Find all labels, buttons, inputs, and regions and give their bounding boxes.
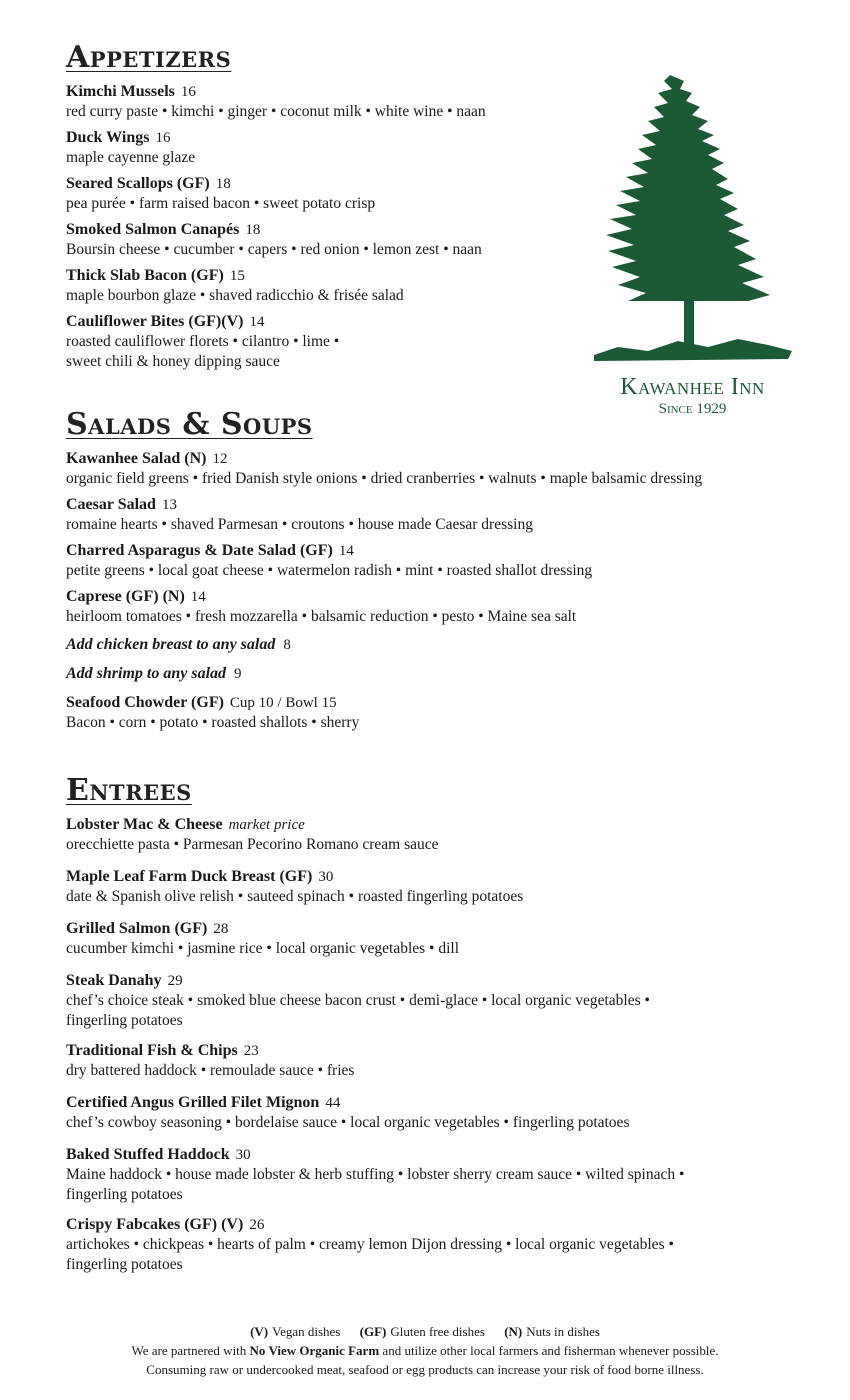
item-description: red curry paste • kimchi • ginger • coconut milk • white wine • naan [66,103,486,120]
menu-item [66,971,786,1031]
item-name: Traditional Fish & Chips [66,1042,238,1059]
addon-label: Add chicken breast to any salad [66,636,276,653]
item-name: Seared Scallops (GF) [66,175,210,192]
legend-code: (GF) [359,1324,387,1339]
menu-item [66,495,806,535]
item-name: Seafood Chowder (GF) [66,694,224,711]
item-name: Cauliflower Bites (GF)(V) [66,313,244,330]
partner-pre: We are partnered with [131,1343,247,1358]
item-description: dry battered haddock • remoulade sauce • fries [66,1062,355,1079]
dietary-legend [0,1322,850,1341]
pine-tree-icon [588,75,798,370]
item-price: 30 [235,1147,251,1163]
item-description: cucumber kimchi • jasmine rice • local organic vegetables • dill [66,940,460,957]
item-description: fingerling potatoes [66,1256,183,1273]
item-description: artichokes • chickpeas • hearts of palm • creamy lemon Dijon dressing • local organic vegetables • [66,1236,674,1253]
item-description: fingerling potatoes [66,1186,183,1203]
item-description: Maine haddock • house made lobster & herb stuffing • lobster sherry cream sauce • wilted spinach • [66,1166,685,1183]
salad-addon [66,635,806,655]
item-description: pea purée • farm raised bacon • sweet potato crisp [66,195,376,212]
legend-item [250,1324,340,1339]
item-name: Certified Angus Grilled Filet Mignon [66,1094,320,1111]
menu-item [66,919,786,959]
item-description: chef’s cowboy seasoning • bordelaise sauce • local organic vegetables • fingerling potatoes [66,1114,630,1131]
item-price: 16 [180,84,196,100]
menu-item [66,541,806,581]
item-name: Duck Wings [66,129,150,146]
item-name: Smoked Salmon Canapés [66,221,240,238]
item-description: Boursin cheese • cucumber • capers • red onion • lemon zest • naan [66,241,482,258]
item-price: Cup 10 / Bowl 15 [229,695,337,711]
legend-text: Gluten free dishes [390,1324,485,1339]
item-description: chef’s choice steak • smoked blue cheese bacon crust • demi-glace • local organic vegetables • [66,992,650,1009]
item-description: heirloom tomatoes • fresh mozzarella • balsamic reduction • pesto • Maine sea salt [66,608,577,625]
item-name: Kawanhee Salad (N) [66,450,207,467]
item-price: 14 [338,543,354,559]
item-name: Grilled Salmon (GF) [66,920,208,937]
item-price: 44 [325,1095,341,1111]
item-description: fingerling potatoes [66,1012,183,1029]
menu-item [66,449,806,489]
addon-price: 8 [283,637,291,653]
menu-item [66,1145,786,1205]
item-name: Caprese (GF) (N) [66,588,185,605]
legend-code: (N) [504,1324,523,1339]
item-price: 12 [212,451,228,467]
item-price: 29 [167,973,183,989]
legend-item [504,1324,600,1339]
salad-addon [66,664,806,684]
item-price: 14 [190,589,206,605]
legend-item [360,1324,485,1339]
menu-item [66,815,786,855]
menu-item [66,1041,786,1081]
menu-item [66,1093,786,1133]
item-description: date & Spanish olive relish • sauteed spinach • roasted fingerling potatoes [66,888,524,905]
item-description: organic field greens • fried Danish style onions • dried cranberries • walnuts • maple balsamic dressing [66,470,703,487]
addon-label: Add shrimp to any salad [66,665,227,682]
item-price: 18 [215,176,231,192]
partner-name: No View Organic Farm [249,1343,380,1358]
logo-name: Kawanhee Inn [620,374,765,400]
legend-code: (V) [250,1324,269,1339]
menu-item [66,867,786,907]
item-name: Crispy Fabcakes (GF) (V) [66,1216,244,1233]
item-name: Kimchi Mussels [66,83,175,100]
menu-item [66,174,556,214]
item-price: market price [228,817,305,833]
item-name: Lobster Mac & Cheese [66,816,223,833]
item-description: orecchiette pasta • Parmesan Pecorino Romano cream sauce [66,836,439,853]
kawanhee-inn-logo [580,75,805,425]
legend-text: Nuts in dishes [526,1324,600,1339]
item-description: maple cayenne glaze [66,149,196,166]
item-price: 26 [249,1217,265,1233]
addon-price: 9 [234,666,242,682]
menu-footer [0,1322,850,1379]
item-price: 13 [161,497,177,513]
item-price: 30 [318,869,334,885]
partner-note [0,1341,850,1360]
item-description: roasted cauliflower florets • cilantro • lime • [66,333,340,350]
menu-item [66,587,806,627]
partner-post: and utilize other local farmers and fisherman whenever possible. [382,1343,719,1358]
menu-item [66,1215,786,1275]
appetizers-title: Appetizers [66,40,232,75]
menu-item [66,693,806,733]
item-price: 14 [249,314,265,330]
item-name: Caesar Salad [66,496,156,513]
item-price: 18 [245,222,261,238]
item-description: romaine hearts • shaved Parmesan • croutons • house made Caesar dressing [66,516,533,533]
item-name: Charred Asparagus & Date Salad (GF) [66,542,333,559]
appetizers-section [66,38,556,378]
menu-item [66,128,556,168]
item-price: 15 [229,268,245,284]
item-description: maple bourbon glaze • shaved radicchio & frisée salad [66,287,404,304]
menu-item [66,82,556,122]
item-description: petite greens • local goat cheese • watermelon radish • mint • roasted shallot dressing [66,562,593,579]
salads-soups-section [66,405,806,739]
menu-item [66,266,556,306]
item-price: 16 [155,130,171,146]
food-safety-warning: Consuming raw or undercooked meat, seafood or egg products can increase your risk of food borne illness. [146,1362,704,1377]
item-name: Steak Danahy [66,972,162,989]
item-description: sweet chili & honey dipping sauce [66,353,280,370]
entrees-title: Entrees [66,773,192,808]
logo-since: Since 1929 [658,401,727,417]
item-name: Thick Slab Bacon (GF) [66,267,224,284]
menu-item [66,312,556,372]
item-name: Maple Leaf Farm Duck Breast (GF) [66,868,313,885]
item-price: 28 [213,921,229,937]
item-description: Bacon • corn • potato • roasted shallots • sherry [66,714,360,731]
salads-soups-title: Salads & Soups [66,407,313,442]
item-price: 23 [243,1043,259,1059]
menu-item [66,220,556,260]
item-name: Baked Stuffed Haddock [66,1146,230,1163]
legend-text: Vegan dishes [272,1324,341,1339]
entrees-section [66,771,786,1281]
